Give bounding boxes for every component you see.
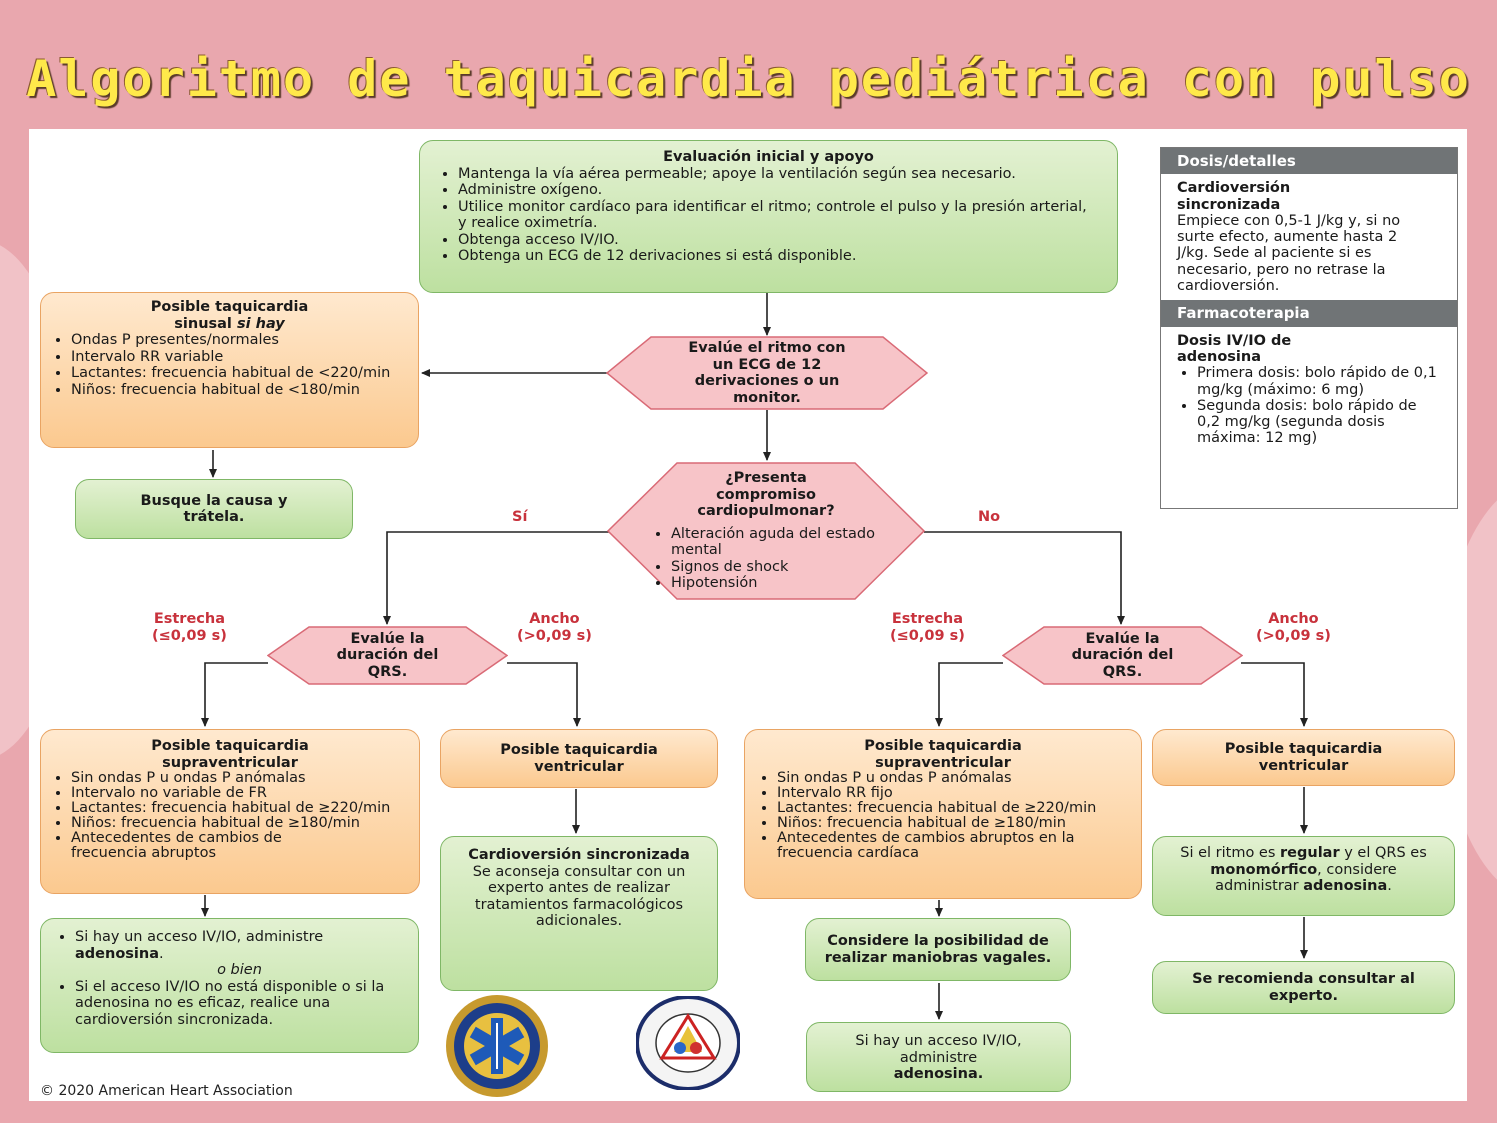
dosage-details-panel (1160, 147, 1458, 509)
list-item: • Antecedentes de cambios abruptos en la frecuencia cardíaca (777, 831, 1129, 861)
initial-evaluation-heading: Evaluación inicial y apoyo (663, 149, 874, 165)
list-item: • Mantenga la vía aérea permeable; apoye la ventilación según sea necesario. (458, 166, 1099, 183)
or-text: o bien (217, 962, 262, 978)
cardioversion-details (1161, 174, 1457, 300)
list-item: • Hipotensión (671, 575, 881, 592)
treatment-period: . (159, 945, 164, 962)
wide-label-text: Ancho (1268, 611, 1319, 627)
svt-box-right (744, 729, 1142, 899)
adenosine-text: adenosina (75, 945, 159, 962)
list-item: • Intervalo RR variable (71, 349, 408, 366)
regular-text-a: Si el ritmo es (1180, 845, 1276, 861)
copyright: © 2020 American Heart Association (40, 1083, 293, 1099)
vt-text: Posible taquicardia ventricular (500, 742, 658, 775)
evaluate-rhythm-hexagon (606, 336, 928, 410)
vt-text: Posible taquicardia ventricular (1224, 741, 1383, 774)
compromise-heading: ¿Presenta compromiso cardiopulmonar? (697, 470, 835, 520)
qrs-duration-text: Evalúe la duración del QRS. (336, 630, 439, 680)
list-item: • Niños: frecuencia habitual de ≥180/min (71, 816, 409, 831)
list-item: • Lactantes: frecuencia habitual de ≥220/min (777, 801, 1129, 816)
left-treatment-box (40, 918, 419, 1053)
regular-text-e: , considere administrar (1215, 861, 1397, 894)
page-title: Algoritmo de taquicardia pediátrica con pulso (26, 50, 1471, 108)
list-item: • Niños: frecuencia habitual de <180/min (71, 382, 408, 399)
treatment-text: Si hay un acceso IV/IO, administre (75, 929, 324, 945)
wide-label-text: Ancho (529, 611, 580, 627)
svt-list (51, 771, 409, 861)
list-item: • Sin ondas P u ondas P anómalas (71, 771, 409, 786)
list-item: • Lactantes: frecuencia habitual de <220/min (71, 365, 408, 382)
narrow-label-text: Estrecha (891, 611, 963, 627)
list-item: • Obtenga un ECG de 12 derivaciones si está disponible. (458, 248, 1099, 265)
consult-expert-text: Se recomienda consultar al experto. (1192, 971, 1415, 1004)
vt-box-left (440, 729, 718, 788)
sinus-heading-c: si hay (236, 315, 285, 332)
compromise-content (651, 470, 881, 592)
list-item: • Intervalo RR fijo (777, 786, 1129, 801)
narrow-label-left (152, 611, 227, 645)
regular-text-d: monomórfico (1210, 861, 1318, 878)
dosage-details-header: Dosis/detalles (1161, 148, 1457, 174)
wide-label-left (517, 611, 592, 645)
evaluate-rhythm-text: Evalúe el ritmo con un ECG de 12 derivaciones o un monitor. (688, 340, 846, 406)
wide-label-right (1256, 611, 1331, 645)
pharmacotherapy-header: Farmacoterapia (1161, 300, 1457, 326)
narrow-label-right (890, 611, 965, 645)
cardioversion-box (440, 836, 718, 991)
sinus-heading (51, 299, 408, 332)
sinus-heading-b: sinusal (174, 315, 232, 332)
emergency-college-logo (636, 996, 740, 1090)
adenosine-instruction: Si hay un acceso IV/IO, administre (855, 1033, 1022, 1066)
list-item: • Ondas P presentes/normales (71, 332, 408, 349)
no-label: No (978, 509, 1001, 525)
pharmacotherapy-heading: Dosis IV/IO de adenosina (1177, 332, 1292, 365)
regular-text-g: . (1387, 878, 1392, 894)
narrow-label-range: (≤0,09 s) (152, 628, 227, 644)
vagal-maneuvers-box (805, 918, 1071, 981)
adenosine-box-right (806, 1022, 1071, 1092)
list-item: • Administre oxígeno. (458, 182, 1099, 199)
list-item: • Lactantes: frecuencia habitual de ≥220/min (71, 801, 409, 816)
list-item: • Primera dosis: bolo rápido de 0,1 mg/kg (máximo: 6 mg) (1197, 365, 1441, 398)
qrs-duration-hexagon-left (267, 626, 508, 685)
regular-rhythm-box (1152, 836, 1455, 916)
star-of-life-logo (444, 993, 550, 1099)
qrs-duration-text: Evalúe la duración del QRS. (1071, 630, 1174, 680)
pharmacotherapy-details (1161, 327, 1457, 453)
list-item: • Niños: frecuencia habitual de ≥180/min (777, 816, 1129, 831)
cardioversion-details-heading: Cardioversión sincronizada (1177, 180, 1291, 213)
wide-label-range: (>0,09 s) (517, 628, 592, 644)
list-item: • Si el acceso IV/IO no está disponible o si la adenosina no es eficaz, realice una cardioversión sincronizada. (75, 979, 404, 1029)
list-item (75, 929, 404, 979)
vagal-text: Considere la posibilidad de realizar maniobras vagales. (824, 933, 1052, 966)
compromise-list (651, 526, 881, 592)
list-item: • Sin ondas P u ondas P anómalas (777, 771, 1129, 786)
list-item: • Utilice monitor cardíaco para identificar el ritmo; controle el pulso y la presión arterial, y realice oximetría. (458, 199, 1099, 232)
sinus-tachycardia-box (40, 292, 419, 448)
adenosine-text: adenosina. (893, 1066, 984, 1082)
regular-text-c: y el QRS es (1344, 845, 1427, 861)
cardioversion-heading: Cardioversión sincronizada (468, 847, 690, 863)
list-item: • Obtenga acceso IV/IO. (458, 232, 1099, 249)
svt-heading: Posible taquicardia supraventricular (864, 738, 1022, 771)
svt-list (757, 771, 1129, 861)
list-item: • Signos de shock (671, 559, 881, 576)
list-item: • Alteración aguda del estado mental (671, 526, 881, 559)
list-item: • Antecedentes de cambios de frecuencia abruptos (71, 831, 331, 861)
pharmacotherapy-list (1177, 365, 1441, 446)
list-item: • Intervalo no variable de FR (71, 786, 409, 801)
left-treatment-list (55, 929, 404, 1028)
initial-evaluation-list (438, 166, 1099, 265)
yes-label: Sí (512, 509, 528, 525)
regular-text-b: regular (1280, 845, 1340, 861)
find-cause-text: Busque la causa y trátela. (140, 492, 288, 525)
qrs-duration-hexagon-right (1002, 626, 1243, 685)
initial-evaluation-box (419, 140, 1118, 293)
sinus-heading-a: Posible taquicardia (150, 299, 309, 315)
svt-heading: Posible taquicardia supraventricular (151, 738, 309, 771)
list-item: • Segunda dosis: bolo rápido de 0,2 mg/kg (segunda dosis máxima: 12 mg) (1197, 398, 1441, 447)
regular-text-f: adenosina (1303, 878, 1388, 894)
consult-expert-box (1152, 961, 1455, 1014)
wide-label-range: (>0,09 s) (1256, 628, 1331, 644)
vt-box-right (1152, 729, 1455, 786)
svt-box-left (40, 729, 420, 894)
narrow-label-text: Estrecha (153, 611, 225, 627)
narrow-label-range: (≤0,09 s) (890, 628, 965, 644)
cardiopulmonary-compromise-hexagon (607, 462, 925, 600)
sinus-list (51, 332, 408, 398)
cardioversion-details-text: Empiece con 0,5-1 J/kg y, si no surte efecto, aumente hasta 2 J/kg. Sede al paciente si es necesario, pero no retrase la cardioversión. (1177, 212, 1401, 295)
cardioversion-text: Se aconseja consultar con un experto antes de realizar tratamientos farmacológicos adicionales. (472, 863, 686, 929)
find-cause-box (75, 479, 353, 539)
